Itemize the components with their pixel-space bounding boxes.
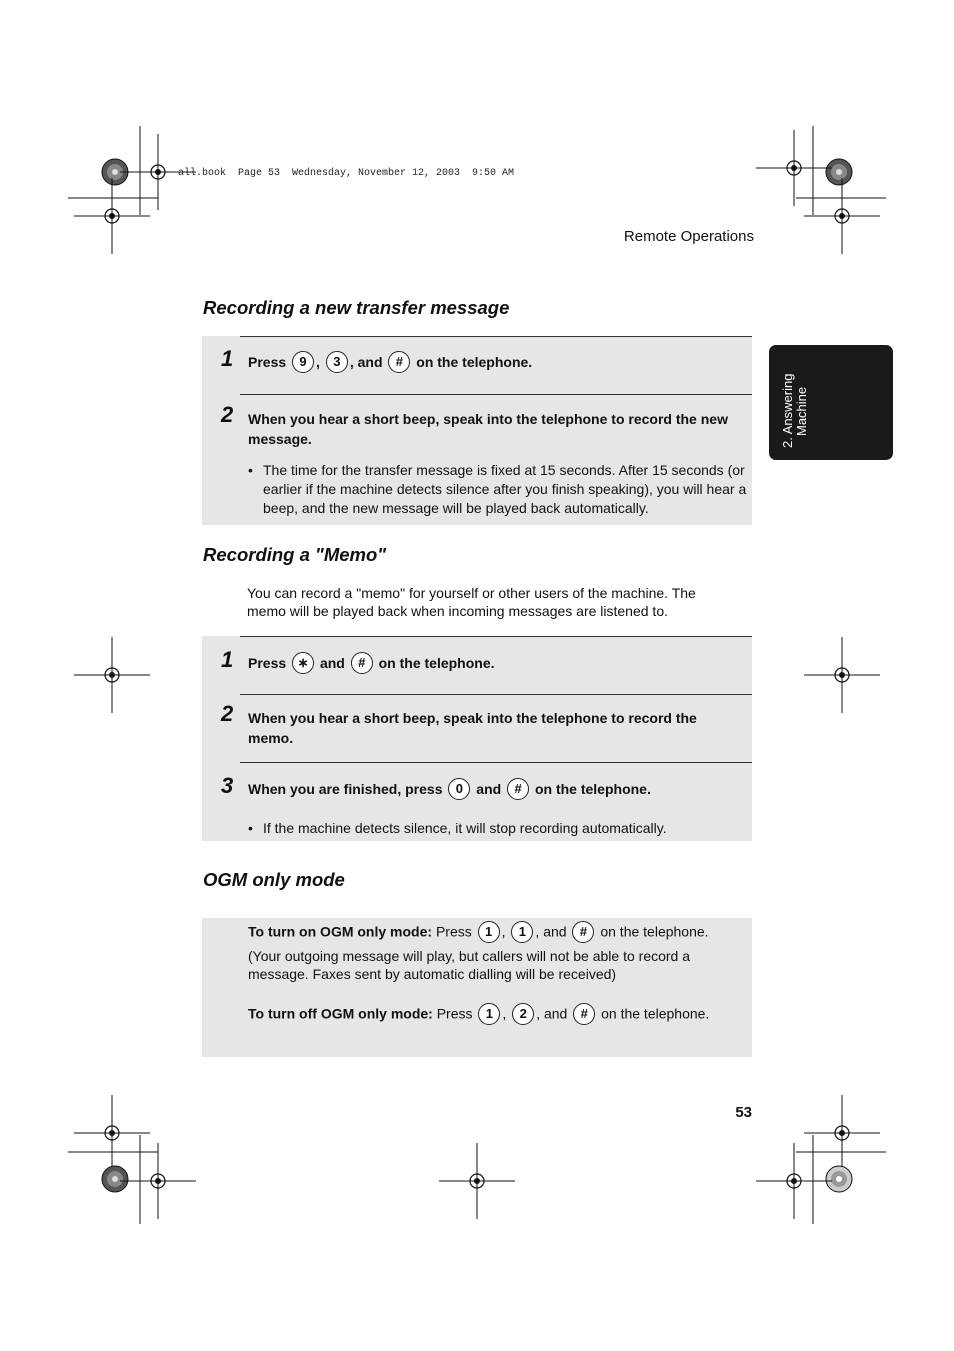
bullet-note: • If the machine detects silence, it will stop recording automatically. <box>248 819 759 838</box>
key-3: 3 <box>326 351 348 373</box>
key-1: 1 <box>478 921 500 943</box>
divider <box>240 762 752 763</box>
running-head: Remote Operations <box>623 228 754 245</box>
section-title-memo: Recording a "Memo" <box>203 544 387 565</box>
key-9: 9 <box>292 351 314 373</box>
step-number: 1 <box>221 647 234 672</box>
print-metadata: all.book Page 53 Wednesday, November 12, 2003 9:50 AM <box>178 168 515 179</box>
step-number: 2 <box>221 701 234 726</box>
key-hash: # <box>572 921 594 943</box>
memo-intro: You can record a "memo" for yourself or other users of the machine. The memo will be played back when incoming messages are listened to. <box>247 585 696 619</box>
divider <box>240 636 752 637</box>
ogm-box <box>202 918 752 1057</box>
step-number: 1 <box>221 346 234 371</box>
divider <box>240 336 752 337</box>
key-hash: # <box>507 778 529 800</box>
step-1-text: Press 9 , 3 , and # on the telephone. <box>248 352 744 374</box>
page-number: 53 <box>735 1104 752 1121</box>
key-1: 1 <box>478 1003 500 1025</box>
step-2-text: When you hear a short beep, speak into the telephone to record the new message. <box>248 411 728 447</box>
step-number: 2 <box>221 402 234 427</box>
transfer-steps-box <box>202 336 752 525</box>
ogm-off-line: To turn off OGM only mode: Press 1 , 2 , and # on the telephone. <box>248 1004 748 1026</box>
key-0: 0 <box>448 778 470 800</box>
memo-step-2-text: When you hear a short beep, speak into the telephone to record the memo. <box>248 710 697 746</box>
ogm-on-note: (Your outgoing message will play, but callers will not be able to record a message. Faxes sent by automatic dialling will be received) <box>248 948 691 982</box>
section-title-transfer: Recording a new transfer message <box>203 297 510 318</box>
divider <box>240 694 752 695</box>
bullet-note: • The time for the transfer message is fixed at 15 seconds. After 15 seconds (or earlier if the machine detects silence after you finish speaking), you will hear a beep, and the new message will be played back automatically. <box>248 461 759 518</box>
step-number: 3 <box>221 773 234 798</box>
key-hash: # <box>351 652 373 674</box>
chapter-tab-label: 2. Answering Machine <box>780 373 809 448</box>
ogm-on-line: To turn on OGM only mode: Press 1 , 1 , and # on the telephone. <box>248 922 748 944</box>
key-1: 1 <box>511 921 533 943</box>
memo-steps-box <box>202 636 752 841</box>
memo-step-3-text: When you are finished, press 0 and # on the telephone. <box>248 779 744 801</box>
key-hash: # <box>573 1003 595 1025</box>
section-title-ogm: OGM only mode <box>203 869 345 890</box>
key-star: ∗ <box>292 652 314 674</box>
divider <box>240 394 752 395</box>
key-hash: # <box>388 351 410 373</box>
memo-step-1-text: Press ∗ and # on the telephone. <box>248 653 744 675</box>
key-2: 2 <box>512 1003 534 1025</box>
chapter-tab <box>769 345 893 460</box>
